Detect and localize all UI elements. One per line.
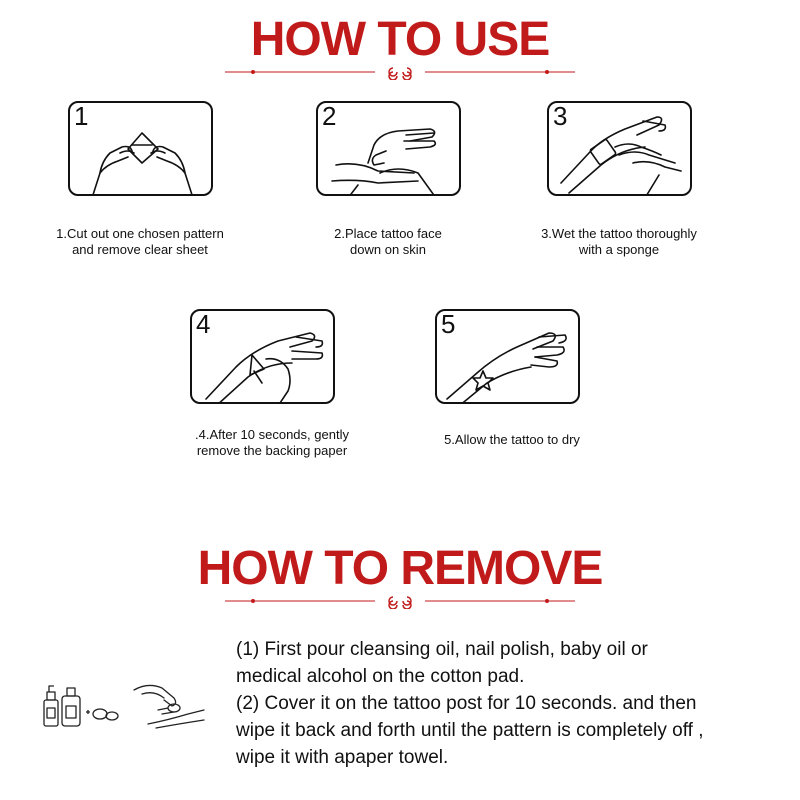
step-4-caption xyxy=(172,427,372,459)
step-4-caption-line2: remove the backing paper xyxy=(196,443,348,458)
hand-wetting-sponge-icon xyxy=(549,103,692,196)
step-1-caption-line2: and remove clear sheet xyxy=(72,242,208,257)
step-2-caption-line1: 2.Place tattoo face xyxy=(334,226,442,241)
step-5-panel xyxy=(435,309,580,404)
wiping-hand-icon xyxy=(128,680,208,730)
step-1-number: 1 xyxy=(74,101,89,131)
how-to-use-title: HOW TO USE xyxy=(250,13,550,66)
removal-step-2-line2: wipe it back and forth until the pattern is completely off , xyxy=(236,720,704,741)
step-2-caption xyxy=(288,226,488,258)
step-2-panel xyxy=(316,101,461,196)
step-2-number: 2 xyxy=(322,101,337,131)
step-3-caption-line1: 3.Wet the tattoo thoroughly xyxy=(541,226,697,241)
removal-step-2-line3: wipe it with apaper towel. xyxy=(236,747,449,768)
decorative-divider-top xyxy=(225,64,575,80)
hand-star-tattoo-icon xyxy=(437,311,580,404)
hand-peeling-paper-icon xyxy=(192,311,335,404)
step-5-number: 5 xyxy=(441,309,456,339)
step-2-caption-line2: down on skin xyxy=(350,242,426,257)
hand-placing-tattoo-icon xyxy=(318,103,461,196)
step-3-caption xyxy=(519,226,719,258)
step-5-caption-line1: 5.Allow the tattoo to dry xyxy=(444,432,580,447)
oil-bottles-icon xyxy=(40,680,120,730)
step-3-caption-line2: with a sponge xyxy=(578,242,660,257)
hands-cutting-pattern-icon xyxy=(70,103,213,196)
step-1-caption xyxy=(40,226,240,258)
removal-step-1-line1: (1) First pour cleansing oil, nail polish, baby oil or xyxy=(236,639,648,660)
step-5-caption xyxy=(412,432,612,448)
step-1-panel xyxy=(68,101,213,196)
decorative-divider-bottom xyxy=(225,593,575,609)
how-to-remove-title: HOW TO REMOVE xyxy=(197,542,603,595)
removal-instructions xyxy=(236,636,776,771)
step-4-panel xyxy=(190,309,335,404)
step-4-caption-line1: .4.After 10 seconds, gently xyxy=(195,427,349,442)
step-3-number: 3 xyxy=(553,101,568,131)
removal-step-1-line2: medical alcohol on the cotton pad. xyxy=(236,666,525,687)
step-3-panel xyxy=(547,101,692,196)
step-4-number: 4 xyxy=(196,309,211,339)
step-1-caption-line1: 1.Cut out one chosen pattern xyxy=(56,226,224,241)
removal-step-2-line1: (2) Cover it on the tattoo post for 10 seconds. and then xyxy=(236,693,697,714)
